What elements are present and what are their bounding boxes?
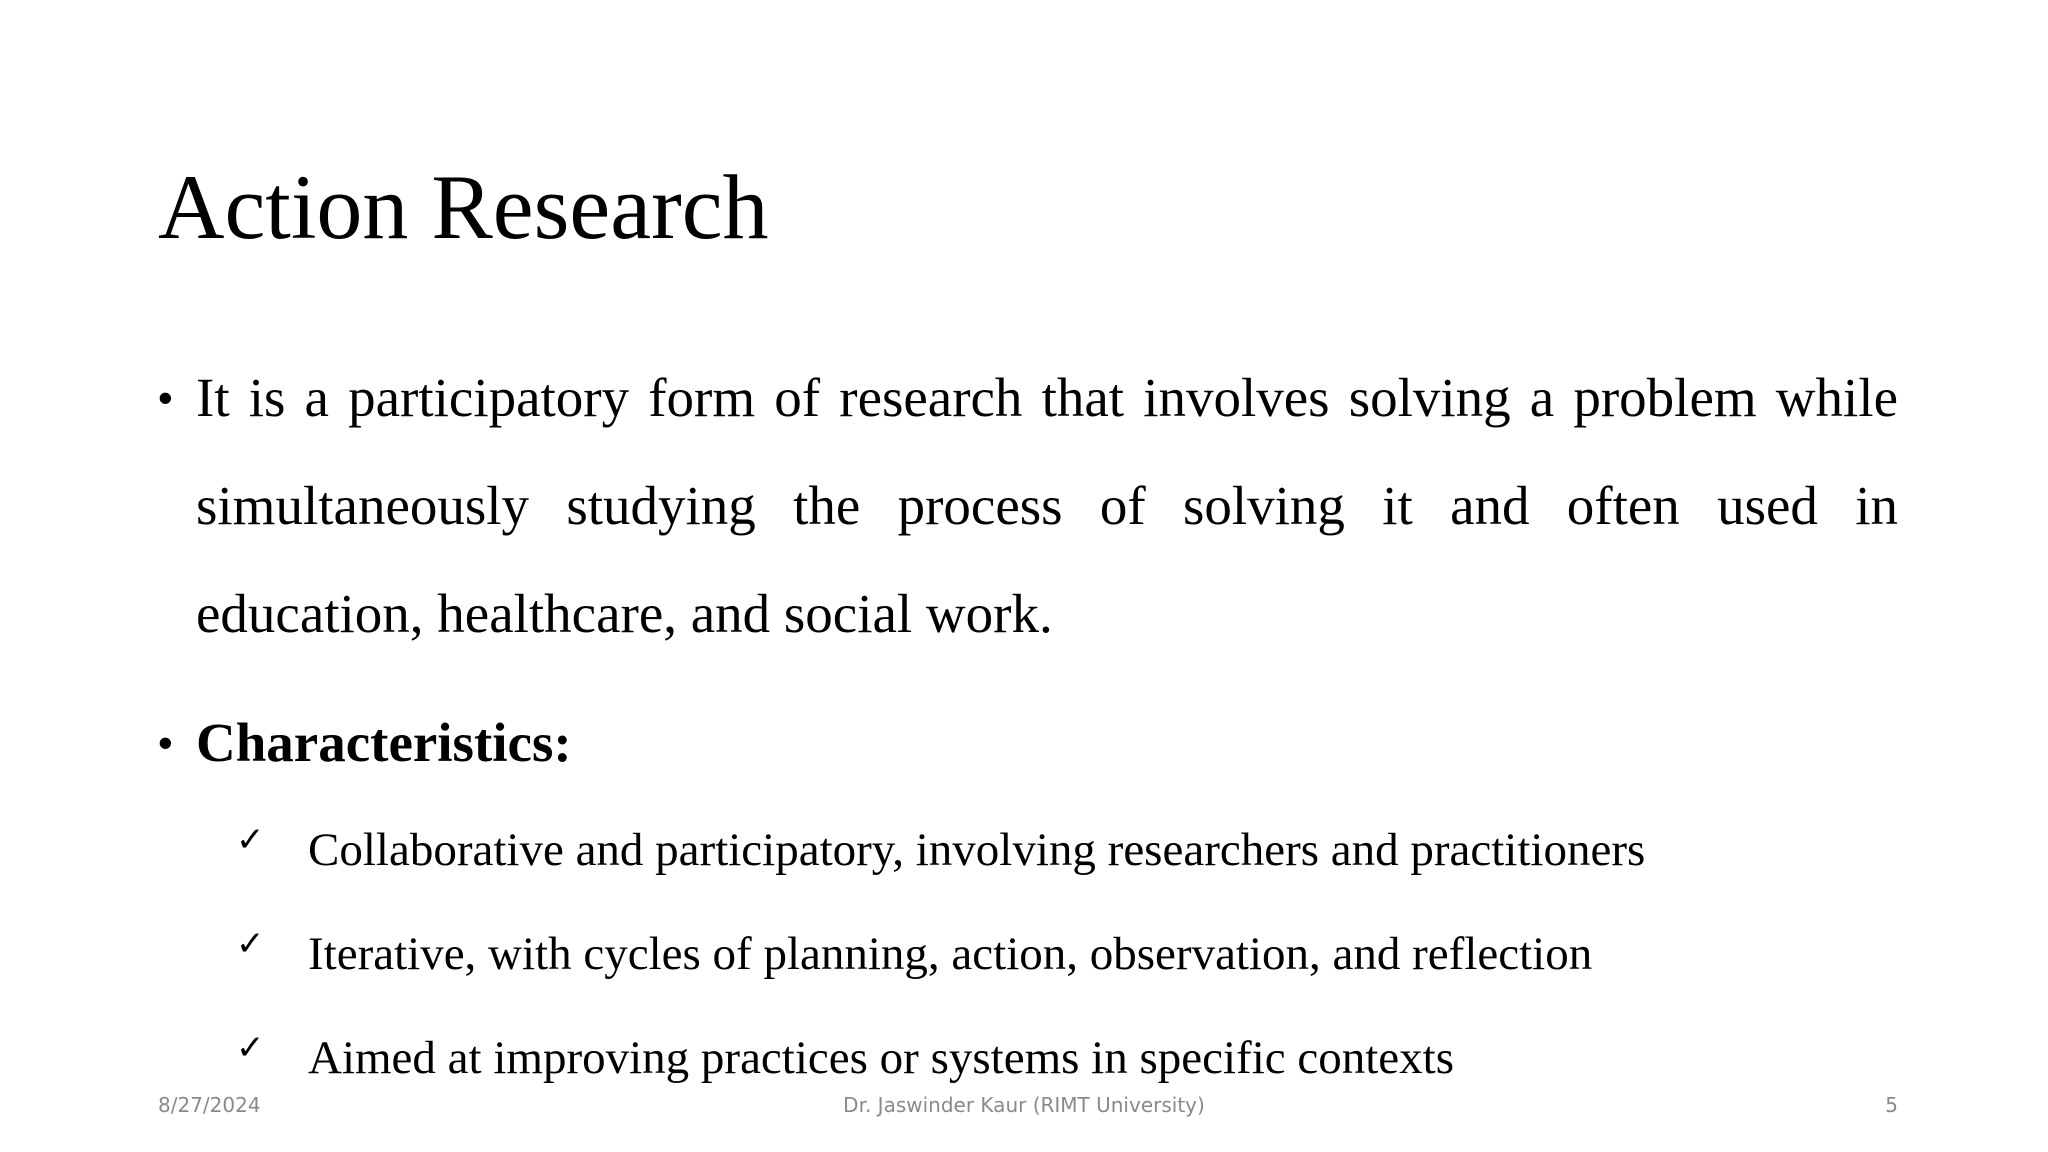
characteristic-text: Collaborative and participatory, involving researchers and practitioners: [308, 824, 1646, 876]
checkmark-icon: ✓: [236, 820, 265, 860]
checkmark-icon: ✓: [236, 1028, 265, 1068]
footer-presenter: Dr. Jaswinder Kaur (RIMT University): [843, 1093, 1205, 1117]
characteristic-item: [236, 914, 1796, 1014]
characteristic-text: Iterative, with cycles of planning, action, observation, and reflection: [308, 928, 1593, 980]
characteristic-text: Aimed at improving practices or systems in specific contexts: [308, 1032, 1454, 1084]
slide-number: 5: [1885, 1093, 1898, 1117]
characteristic-item: [236, 1018, 1796, 1090]
characteristic-item: [236, 810, 1796, 910]
slide-title: Action Research: [158, 156, 769, 258]
bullet-characteristics: [158, 689, 1898, 797]
checkmark-icon: ✓: [236, 924, 265, 964]
bullet-definition-text: It is a participatory form of research that involves solving a problem while simultaneously studying the process of solving it and often used in education, healthcare, and social work.: [196, 367, 1898, 644]
characteristics-heading: Characteristics:: [196, 712, 572, 773]
bullet-marker: •: [158, 719, 173, 766]
bullet-marker: •: [158, 374, 173, 421]
footer-date: 8/27/2024: [158, 1093, 261, 1117]
bullet-definition: [158, 344, 1898, 674]
